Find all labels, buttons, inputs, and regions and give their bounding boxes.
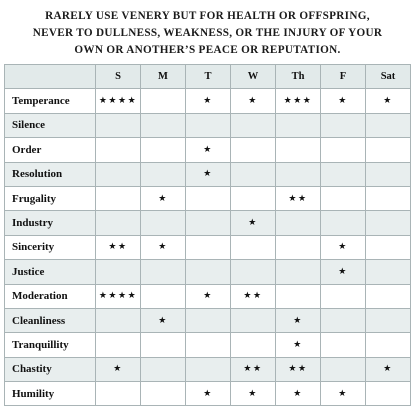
fault-mark-cell <box>96 113 141 137</box>
fault-mark-cell: ★ <box>276 308 321 332</box>
fault-mark-cell <box>366 284 411 308</box>
fault-mark-cell: ★ <box>231 382 276 406</box>
fault-mark-cell <box>231 138 276 162</box>
fault-mark-cell <box>321 308 366 332</box>
virtue-name: Silence <box>5 113 96 137</box>
fault-mark-cell <box>276 113 321 137</box>
virtue-name: Tranquillity <box>5 333 96 357</box>
fault-mark-cell: ★★★★ <box>96 89 141 113</box>
precept-line-1: RARELY USE VENERY BUT FOR HEALTH OR OFFSPRING, <box>45 9 370 22</box>
day-header: M <box>141 65 186 89</box>
virtue-name: Justice <box>5 260 96 284</box>
fault-mark-cell <box>366 138 411 162</box>
fault-mark-cell: ★★ <box>276 186 321 210</box>
fault-mark-cell: ★★ <box>96 235 141 259</box>
table-row <box>5 308 411 332</box>
fault-mark-cell: ★★★★ <box>96 284 141 308</box>
table-row <box>5 89 411 113</box>
fault-mark-cell <box>96 138 141 162</box>
day-header-row <box>5 65 411 89</box>
fault-mark-cell <box>141 113 186 137</box>
fault-mark-cell <box>366 235 411 259</box>
virtue-name: Frugality <box>5 186 96 210</box>
fault-mark-cell: ★ <box>321 260 366 284</box>
table-row <box>5 357 411 381</box>
fault-mark-cell <box>231 113 276 137</box>
table-row <box>5 211 411 235</box>
fault-mark-cell <box>186 308 231 332</box>
day-header: F <box>321 65 366 89</box>
fault-mark-cell <box>96 186 141 210</box>
day-header: T <box>186 65 231 89</box>
fault-mark-cell <box>186 235 231 259</box>
fault-mark-cell <box>186 333 231 357</box>
fault-mark-cell: ★ <box>321 382 366 406</box>
table-row <box>5 235 411 259</box>
day-header: Th <box>276 65 321 89</box>
fault-mark-cell <box>96 333 141 357</box>
fault-mark-cell <box>231 162 276 186</box>
fault-mark-cell <box>366 113 411 137</box>
fault-mark-cell <box>276 211 321 235</box>
fault-mark-cell <box>366 382 411 406</box>
virtue-name: Chastity <box>5 357 96 381</box>
fault-mark-cell <box>141 211 186 235</box>
day-header: S <box>96 65 141 89</box>
fault-mark-cell <box>141 162 186 186</box>
virtue-name: Temperance <box>5 89 96 113</box>
fault-mark-cell <box>231 260 276 284</box>
virtue-header-cell <box>5 65 96 89</box>
fault-mark-cell: ★★ <box>231 284 276 308</box>
fault-mark-cell: ★ <box>276 382 321 406</box>
fault-mark-cell: ★ <box>366 357 411 381</box>
fault-mark-cell <box>231 333 276 357</box>
fault-mark-cell <box>321 284 366 308</box>
fault-mark-cell <box>96 382 141 406</box>
table-row <box>5 260 411 284</box>
fault-mark-cell <box>96 211 141 235</box>
virtue-name: Resolution <box>5 162 96 186</box>
fault-mark-cell <box>366 186 411 210</box>
fault-mark-cell <box>276 162 321 186</box>
fault-mark-cell: ★ <box>141 235 186 259</box>
virtue-name: Moderation <box>5 284 96 308</box>
virtue-tracking-table <box>4 64 411 406</box>
fault-mark-cell <box>321 333 366 357</box>
table-row <box>5 186 411 210</box>
fault-mark-cell <box>141 284 186 308</box>
fault-mark-cell <box>96 308 141 332</box>
fault-mark-cell: ★★ <box>231 357 276 381</box>
fault-mark-cell: ★ <box>186 162 231 186</box>
fault-mark-cell <box>231 308 276 332</box>
day-header: W <box>231 65 276 89</box>
fault-mark-cell <box>186 186 231 210</box>
fault-mark-cell: ★ <box>186 382 231 406</box>
fault-mark-cell <box>141 260 186 284</box>
fault-mark-cell: ★ <box>186 89 231 113</box>
fault-mark-cell <box>366 260 411 284</box>
fault-mark-cell: ★ <box>276 333 321 357</box>
table-row <box>5 138 411 162</box>
virtue-rows <box>5 89 411 406</box>
fault-mark-cell <box>141 138 186 162</box>
fault-mark-cell: ★ <box>186 284 231 308</box>
fault-mark-cell <box>186 113 231 137</box>
fault-mark-cell <box>366 308 411 332</box>
day-header: Sat <box>366 65 411 89</box>
fault-mark-cell <box>366 162 411 186</box>
fault-mark-cell <box>231 235 276 259</box>
precept-line-3: OWN OR ANOTHER’S PEACE OR REPUTATION. <box>74 43 341 56</box>
fault-mark-cell <box>321 186 366 210</box>
fault-mark-cell <box>366 333 411 357</box>
fault-mark-cell: ★ <box>231 211 276 235</box>
table-row <box>5 162 411 186</box>
fault-mark-cell <box>186 211 231 235</box>
virtue-name: Humility <box>5 382 96 406</box>
fault-mark-cell <box>141 89 186 113</box>
fault-mark-cell <box>276 138 321 162</box>
fault-mark-cell: ★ <box>321 235 366 259</box>
fault-mark-cell <box>276 260 321 284</box>
virtue-name: Sincerity <box>5 235 96 259</box>
fault-mark-cell <box>96 162 141 186</box>
virtue-name: Industry <box>5 211 96 235</box>
fault-mark-cell <box>321 357 366 381</box>
virtue-name: Order <box>5 138 96 162</box>
fault-mark-cell <box>141 382 186 406</box>
precept-line-2: NEVER TO DULLNESS, WEAKNESS, OR THE INJURY OF YOUR <box>32 26 383 39</box>
fault-mark-cell: ★ <box>321 89 366 113</box>
fault-mark-cell <box>141 333 186 357</box>
fault-mark-cell <box>96 260 141 284</box>
fault-mark-cell: ★★ <box>276 357 321 381</box>
table-row <box>5 333 411 357</box>
fault-mark-cell <box>321 211 366 235</box>
fault-mark-cell <box>276 235 321 259</box>
fault-mark-cell <box>366 211 411 235</box>
table-row <box>5 382 411 406</box>
fault-mark-cell <box>141 357 186 381</box>
fault-mark-cell <box>321 113 366 137</box>
table-row <box>5 113 411 137</box>
fault-mark-cell <box>186 260 231 284</box>
fault-mark-cell: ★ <box>186 138 231 162</box>
fault-mark-cell: ★ <box>141 308 186 332</box>
fault-mark-cell: ★★★ <box>276 89 321 113</box>
fault-mark-cell <box>186 357 231 381</box>
fault-mark-cell: ★ <box>366 89 411 113</box>
fault-mark-cell <box>231 186 276 210</box>
virtue-name: Cleanliness <box>5 308 96 332</box>
fault-mark-cell <box>276 284 321 308</box>
table-row <box>5 284 411 308</box>
fault-mark-cell: ★ <box>231 89 276 113</box>
fault-mark-cell <box>321 138 366 162</box>
fault-mark-cell: ★ <box>96 357 141 381</box>
fault-mark-cell: ★ <box>141 186 186 210</box>
fault-mark-cell <box>321 162 366 186</box>
precept-heading <box>4 4 411 62</box>
